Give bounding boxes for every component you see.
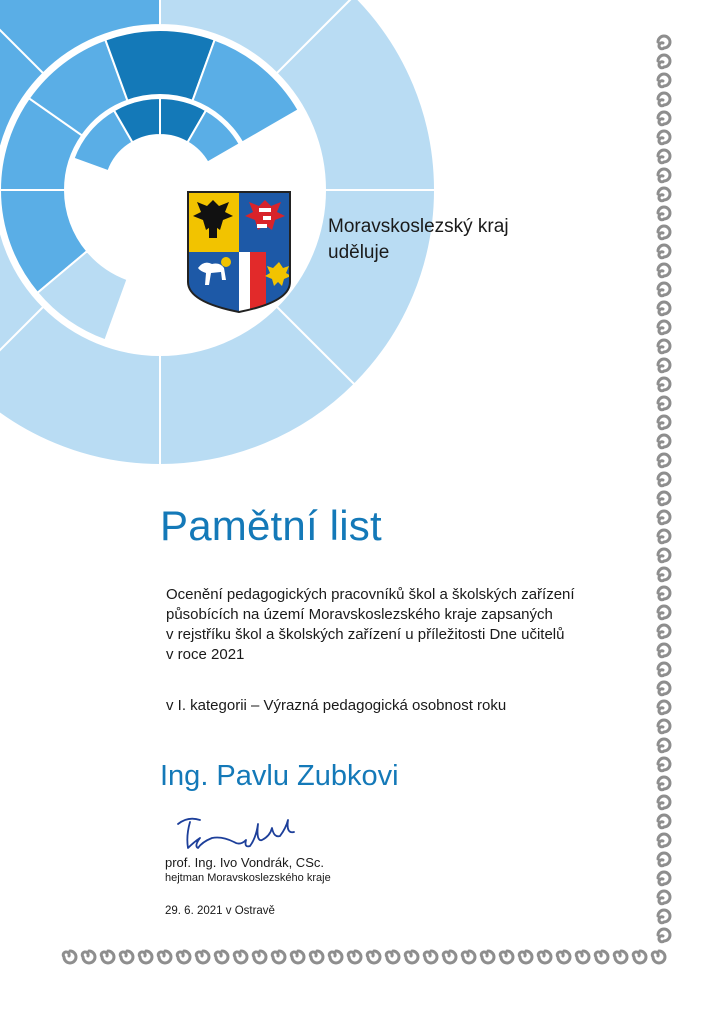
chain-link (329, 951, 342, 963)
chain-link (291, 951, 304, 963)
chain-link (658, 435, 670, 448)
chain-link (443, 951, 456, 963)
chain-link (658, 397, 670, 410)
chain-link (658, 36, 670, 49)
chain-link (658, 777, 670, 790)
chain-link (658, 150, 670, 163)
chain-link (658, 454, 670, 467)
chain-link (658, 169, 670, 182)
chain-link (538, 951, 551, 963)
chain-link (658, 739, 670, 752)
chain-link (367, 951, 380, 963)
chain-link (658, 701, 670, 714)
chain-link (177, 951, 190, 963)
chain-link (658, 910, 670, 923)
chain-link (519, 951, 532, 963)
issuer-verb: uděluje (328, 242, 390, 263)
chain-link (500, 951, 513, 963)
chain-link (658, 207, 670, 220)
chain-link (658, 511, 670, 524)
chain-link (658, 587, 670, 600)
chain-link (658, 891, 670, 904)
description-line: působících na území Moravskoslezského kraje zapsaných (166, 606, 553, 623)
chain-link (658, 758, 670, 771)
chain-link (215, 951, 228, 963)
chain-link (658, 663, 670, 676)
chain-link (658, 264, 670, 277)
chain-link (658, 283, 670, 296)
chain-link (386, 951, 399, 963)
description-line: v rejstříku škol a školských zařízení u příležitosti Dne učitelů (166, 626, 565, 643)
chain-link (658, 226, 670, 239)
signer-title: hejtman Moravskoslezského kraje (165, 872, 331, 884)
chain-link (658, 55, 670, 68)
chain-link (658, 188, 670, 201)
chain-link (658, 416, 670, 429)
chain-link (557, 951, 570, 963)
signer-name: prof. Ing. Ivo Vondrák, CSc. (165, 855, 324, 870)
chain-link (234, 951, 247, 963)
coat-of-arms-emblem (186, 190, 292, 314)
issue-date-place: 29. 6. 2021 v Ostravě (165, 905, 275, 917)
award-category: v I. kategorii – Výrazná pedagogická osobnost roku (166, 697, 507, 714)
chain-link (139, 951, 152, 963)
chain-link (658, 112, 670, 125)
chain-link (658, 74, 670, 87)
chain-link (658, 321, 670, 334)
chain-link (658, 340, 670, 353)
handwritten-signature (172, 812, 332, 858)
chain-link (658, 302, 670, 315)
chain-link (481, 951, 494, 963)
chain-link (658, 378, 670, 391)
award-description (166, 585, 626, 665)
chain-link (658, 796, 670, 809)
chain-link (658, 720, 670, 733)
chain-link (658, 872, 670, 885)
chain-link (348, 951, 361, 963)
chain-link (658, 93, 670, 106)
chain-link (658, 929, 670, 942)
chain-link (658, 492, 670, 505)
chain-link (658, 131, 670, 144)
issuer-block (328, 214, 509, 266)
chain-link (82, 951, 95, 963)
chain-link (658, 625, 670, 638)
chain-link (658, 815, 670, 828)
chain-link (633, 951, 646, 963)
chain-link (405, 951, 418, 963)
chain-link (310, 951, 323, 963)
chain-link (101, 951, 114, 963)
chain-link (658, 682, 670, 695)
chain-link (196, 951, 209, 963)
chain-link (120, 951, 133, 963)
chain-link (424, 951, 437, 963)
chain-link (658, 644, 670, 657)
chain-link (658, 530, 670, 543)
description-line: v roce 2021 (166, 646, 245, 663)
description-line: Ocenění pedagogických pracovníků škol a školských zařízení (166, 586, 575, 603)
chain-link (658, 568, 670, 581)
chain-link (658, 245, 670, 258)
chain-link (652, 951, 665, 963)
chain-link (462, 951, 475, 963)
chain-link (253, 951, 266, 963)
issuer-name: Moravskoslezský kraj (328, 216, 509, 237)
chain-link (658, 606, 670, 619)
chain-link (576, 951, 589, 963)
recipient-name: Ing. Pavlu Zubkovi (160, 760, 399, 792)
chain-link (158, 951, 171, 963)
chain-link (658, 834, 670, 847)
chain-link (658, 359, 670, 372)
chain-link (272, 951, 285, 963)
chain-link (614, 951, 627, 963)
chain-link (658, 549, 670, 562)
certificate-title: Pamětní list (160, 502, 382, 549)
chain-link (658, 853, 670, 866)
chain-link (658, 473, 670, 486)
chain-link (63, 951, 76, 963)
chain-link (595, 951, 608, 963)
